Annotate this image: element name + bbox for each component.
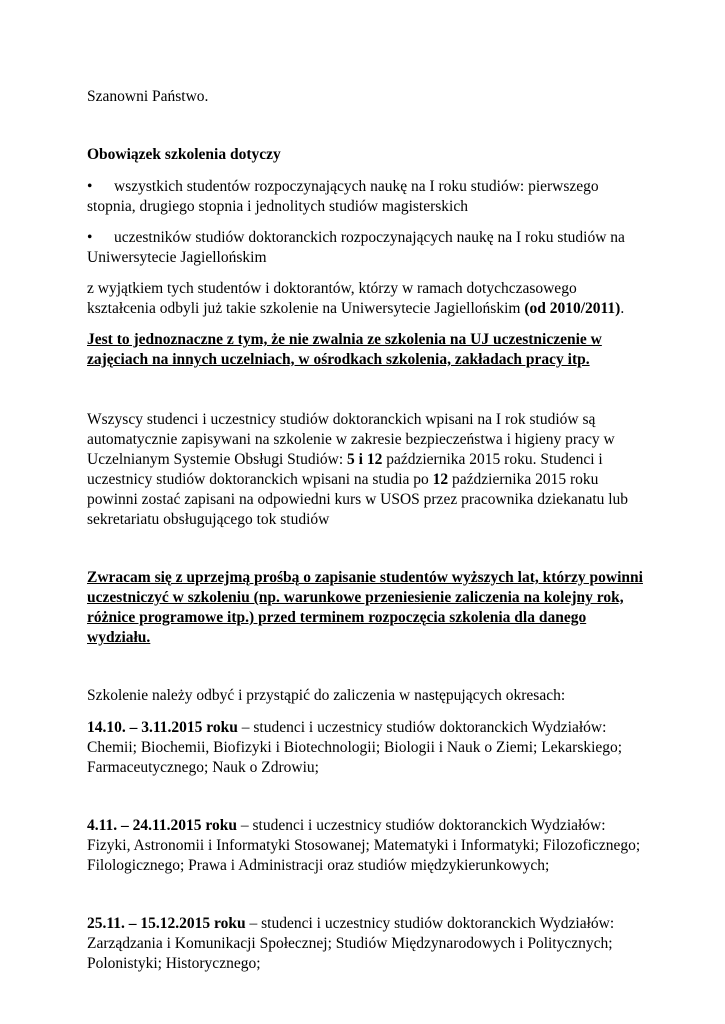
- enrollment-text-1: Wszyscy studenci i uczestnicy studiów doktoranckich wpisani na I rok studiów są automatycznie zapisywani na szkolenie w zakresie bezpieczeństwa i higieny pracy w Uczelnianym Systemie Obsługi Studiów:: [87, 411, 615, 468]
- enrollment-date-cutoff: 12: [432, 471, 449, 488]
- exception-end: .: [620, 300, 625, 317]
- period-dates: 14.10. – 3.11.2015 roku: [87, 719, 238, 736]
- notice-no-exemption: Jest to jednoznaczne z tym, że nie zwalnia ze szkolenia na UJ uczestniczenie w zajęciach na innych uczelniach, w ośrodkach szkolenia, zakładach pracy itp.: [87, 331, 602, 368]
- period-dates: 4.11. – 24.11.2015 roku: [87, 817, 238, 834]
- notice-senior-enrollment: Zwracam się z uprzejmą prośbą o zapisanie studentów wyższych lat, którzy powinni uczestniczyć w szkoleniu (np. warunkowe przeniesienie zaliczenia na kolejny rok, różnice programowe itp.) przed terminem rozpoczęcia szkolenia dla danego wydziału.: [87, 569, 643, 646]
- bullet-text: wszystkich studentów rozpoczynających naukę na I roku studiów: pierwszego stopnia, drugiego stopnia i jednolitych studiów magisterskich: [87, 178, 599, 215]
- section-heading: Obowiązek szkolenia dotyczy: [87, 146, 281, 163]
- schedule-intro: Szkolenie należy odbyć i przystąpić do zaliczenia w następujących okresach:: [87, 687, 566, 704]
- greeting: Szanowni Państwo.: [87, 88, 209, 105]
- period-text: – studenci i uczestnicy studiów doktoranckich Wydziałów: Zarządzania i Komunikacji Społecznej; Studiów Międzynarodowych i Politycznych; Polonistyki; Historycznego;: [87, 915, 615, 972]
- exception-text: z wyjątkiem tych studentów i doktorantów, którzy w ramach dotychczasowego kształcenia odbyli już takie szkolenie na Uniwersytecie Jagiellońskim: [87, 280, 577, 317]
- bullet-symbol: •: [87, 229, 93, 246]
- period-dates: 25.11. – 15.12.2015 roku: [87, 915, 246, 932]
- bullet-symbol: •: [87, 178, 93, 195]
- enrollment-text-2: października 2015 roku. Studenci i uczestnicy studiów doktoranckich wpisani na studia po: [87, 451, 603, 488]
- schedule-period: [87, 718, 647, 778]
- exception-paragraph: [87, 279, 647, 319]
- bullet-item: [87, 177, 647, 217]
- enrollment-dates: 5 i 12: [347, 451, 383, 468]
- bullet-item: [87, 228, 647, 268]
- exception-years: (od 2010/2011): [524, 300, 621, 317]
- period-text: – studenci i uczestnicy studiów doktoranckich Wydziałów: Chemii; Biochemii, Biofizyki i Biotechnologii; Biologii i Nauk o Ziemi; Lekarskiego; Farmaceutycznego; Nauk o Zdrowiu;: [87, 719, 623, 776]
- enrollment-paragraph: [87, 410, 647, 530]
- enrollment-text-3: października 2015 roku powinni zostać zapisani na odpowiedni kurs w USOS przez pracownika dziekanatu lub sekretariatu obsługującego tok studiów: [87, 471, 629, 528]
- schedule-period: [87, 816, 647, 876]
- schedule-period: [87, 914, 647, 974]
- period-text: – studenci i uczestnicy studiów doktoranckich Wydziałów: Fizyki, Astronomii i Informatyki Stosowanej; Matematyki i Informatyki; Filozoficznego; Filologicznego; Prawa i Administracji oraz studiów międzykierunkowych;: [87, 817, 641, 874]
- document-page: [87, 87, 647, 1012]
- bullet-text: uczestników studiów doktoranckich rozpoczynających naukę na I roku studiów na Uniwersytecie Jagiellońskim: [87, 229, 625, 266]
